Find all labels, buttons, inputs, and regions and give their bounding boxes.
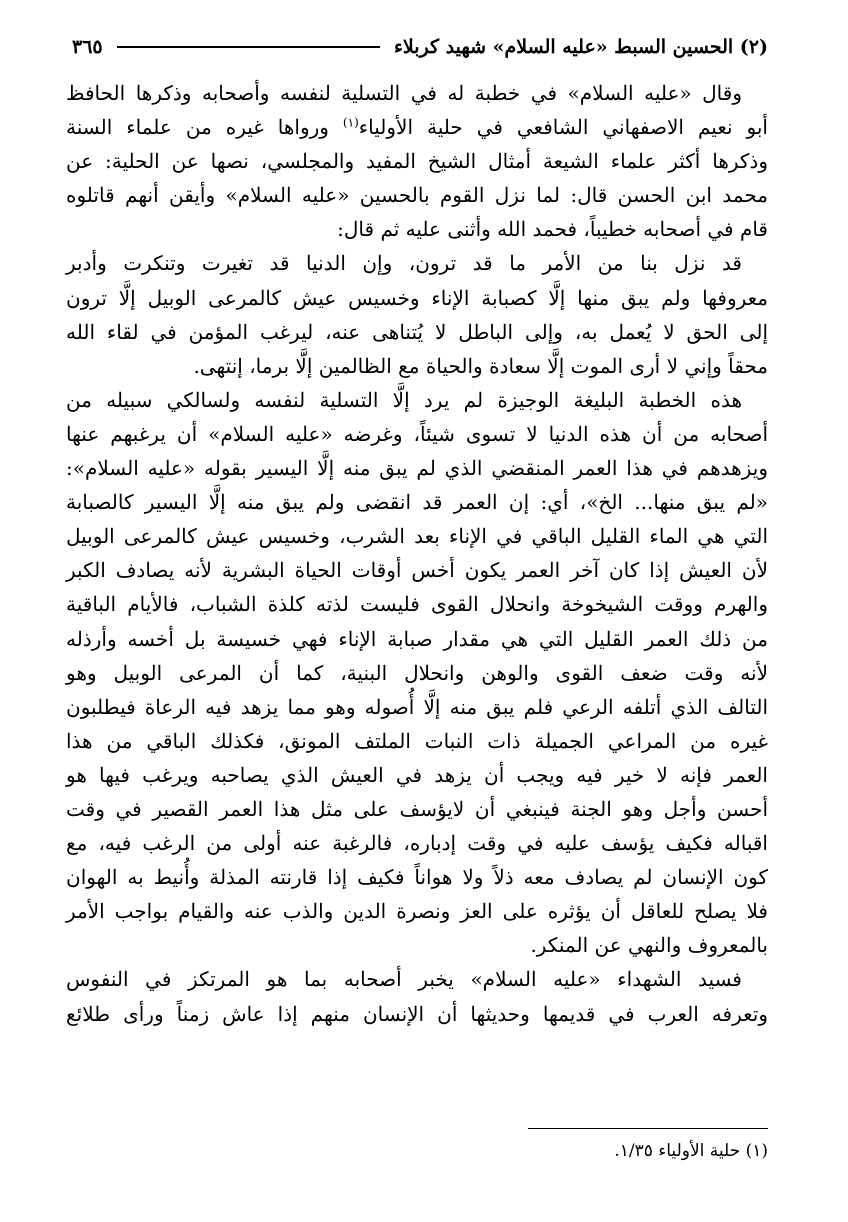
text-line: لأنه وقت ضعف القوى والوهن وانحلال البنية، كما أن المرعى الوبيل وهو: [66, 660, 768, 685]
text-line: وذكرها أكثر علماء الشيعة أمثال الشيخ المفيد والمجلسي، نصها عن الحلية: عن: [66, 149, 768, 174]
text-line: كون الإنسان لم يصادف معه ذلاً ولا هواناً فكيف إذا قارنته المذلة وأُنيط به الهوان: [66, 865, 768, 890]
text-segment: أبو نعيم الاصفهاني الشافعي في حلية الأولياء: [358, 115, 768, 140]
text-line: أحسن وأجل وهو الجنة فينبغي أن لايؤسف على مثل هذا العمر القصير في وقت: [66, 796, 768, 821]
text-line: لأن العيش إذا كان آخر العمر يكون أخس أوقات الحياة البشرية لأنه يصادف الكبر: [66, 558, 768, 583]
footnote-text: حلية الأولياء ١/٣٥.: [614, 1141, 741, 1161]
body-text: [66, 76, 768, 1031]
text-line: فلا يصلح للعاقل أن يؤثره على العز ونصرة الدين والذب عنه والقيام بواجب الأمر: [66, 899, 768, 924]
text-line: غيره من المراعي الجميلة ذات النبات الملتف المونق، فكذلك الباقي من هذا: [66, 728, 768, 753]
footnote-reference[interactable]: (١): [342, 115, 359, 130]
text-line: فسيد الشهداء «عليه السلام» يخبر أصحابه بما هو المرتكز في النفوس: [66, 967, 742, 992]
text-line: هذه الخطبة البليغة الوجيزة لم يرد إلَّا التسلية لنفسه ولسالكي سبيله من: [66, 387, 743, 412]
text-line: معروفها ولم يبق منها إلَّا كصبابة الإناء وخسيس عيش كالمرعى الوبيل إلَّا ترون: [66, 285, 768, 310]
paragraph-1: [66, 76, 768, 246]
text-line: محمد ابن الحسن قال: لما نزل القوم بالحسين «عليه السلام» وأيقن أنهم قاتلوه: [66, 183, 768, 208]
text-line: العمر فإنه لا خير فيه ويجب أن يزهد في العيش الذي يصاحبه ويرغب فيها هو: [66, 762, 768, 787]
text-line: بالمعروف والنهي عن المنكر.: [530, 933, 768, 958]
text-line: وتعرفه العرب في قديمها وحديثها أن الإنسان منهم إذا عاش زمناً ورأى طلائع: [66, 1001, 768, 1026]
text-line: ويزهدهم في هذا العمر المنقضي الذي لم يبق منه إلَّا اليسير بقوله «عليه السلام»:: [66, 456, 768, 481]
page-number: ٣٦٥: [72, 36, 103, 58]
text-line: اقباله فكيف يؤسف عليه في وقت إدباره، فالرغبة عنه أولى من الرغب فيه، مع: [66, 831, 768, 856]
header-rule: [117, 46, 380, 48]
text-line: أصحابه من أن هذه الدنيا لا تسوى شيئاً، وغرضه «عليه السلام» أن يرغبهم عنها: [66, 421, 768, 446]
text-line: قد نزل بنا من الأمر ما قد ترون، وإن الدنيا قد تغيرت وتنكرت وأدبر: [66, 251, 742, 276]
text-line: إلى الحق لا يُعمل به، وإلى الباطل لا يُتناهى عنه، ليرغب المؤمن في لقاء الله: [66, 319, 768, 344]
footnote-divider: [528, 1128, 768, 1129]
paragraph-3: [66, 383, 768, 963]
paragraph-4: [66, 962, 768, 1030]
text-line: محقاً وإني لا أرى الموت إلَّا سعادة والحياة مع الظالمين إلَّا برما، إنتهى.: [193, 353, 768, 378]
chapter-title: (٢) الحسين السبط «عليه السلام» شهيد كربلاء: [393, 36, 768, 58]
text-line: التالف الذي أتلفه الرعي فلم يبق منه إلَّا أُصوله وهو مما يزهد فيه الرعاة فيطلبون: [66, 694, 768, 719]
footnote-marker: (١): [745, 1141, 768, 1161]
text-line: [66, 110, 768, 144]
text-line: والهرم ووقت الشيخوخة وانحلال القوى فليست لذته كلذة الشباب، فالأيام الباقية: [66, 592, 768, 617]
text-segment: ورواها غيره من علماء السنة: [66, 115, 343, 140]
text-line: التي هي الماء القليل الباقي في الإناء بعد الشرب، وخسيس عيش كالمرعى الوبيل: [66, 524, 768, 549]
running-header: [72, 32, 768, 62]
text-line: وقال «عليه السلام» في خطبة له في التسلية لنفسه وأصحابه وذكرها الحافظ: [66, 81, 742, 105]
text-line: قام في أصحابه خطيباً، فحمد الله وأثنى عليه ثم قال:: [337, 217, 768, 242]
text-line: «لم يبق منها... الخ»، أي: إن العمر قد انقضى ولم يبق منه إلَّا اليسير كالصبابة: [66, 490, 768, 515]
text-line: من ذلك العمر القليل التي هي مقدار صبابة الإناء فهي خسيسة بل أخسه وأرذله: [66, 626, 768, 651]
footnote: [66, 1136, 768, 1166]
paragraph-2: [66, 246, 768, 382]
